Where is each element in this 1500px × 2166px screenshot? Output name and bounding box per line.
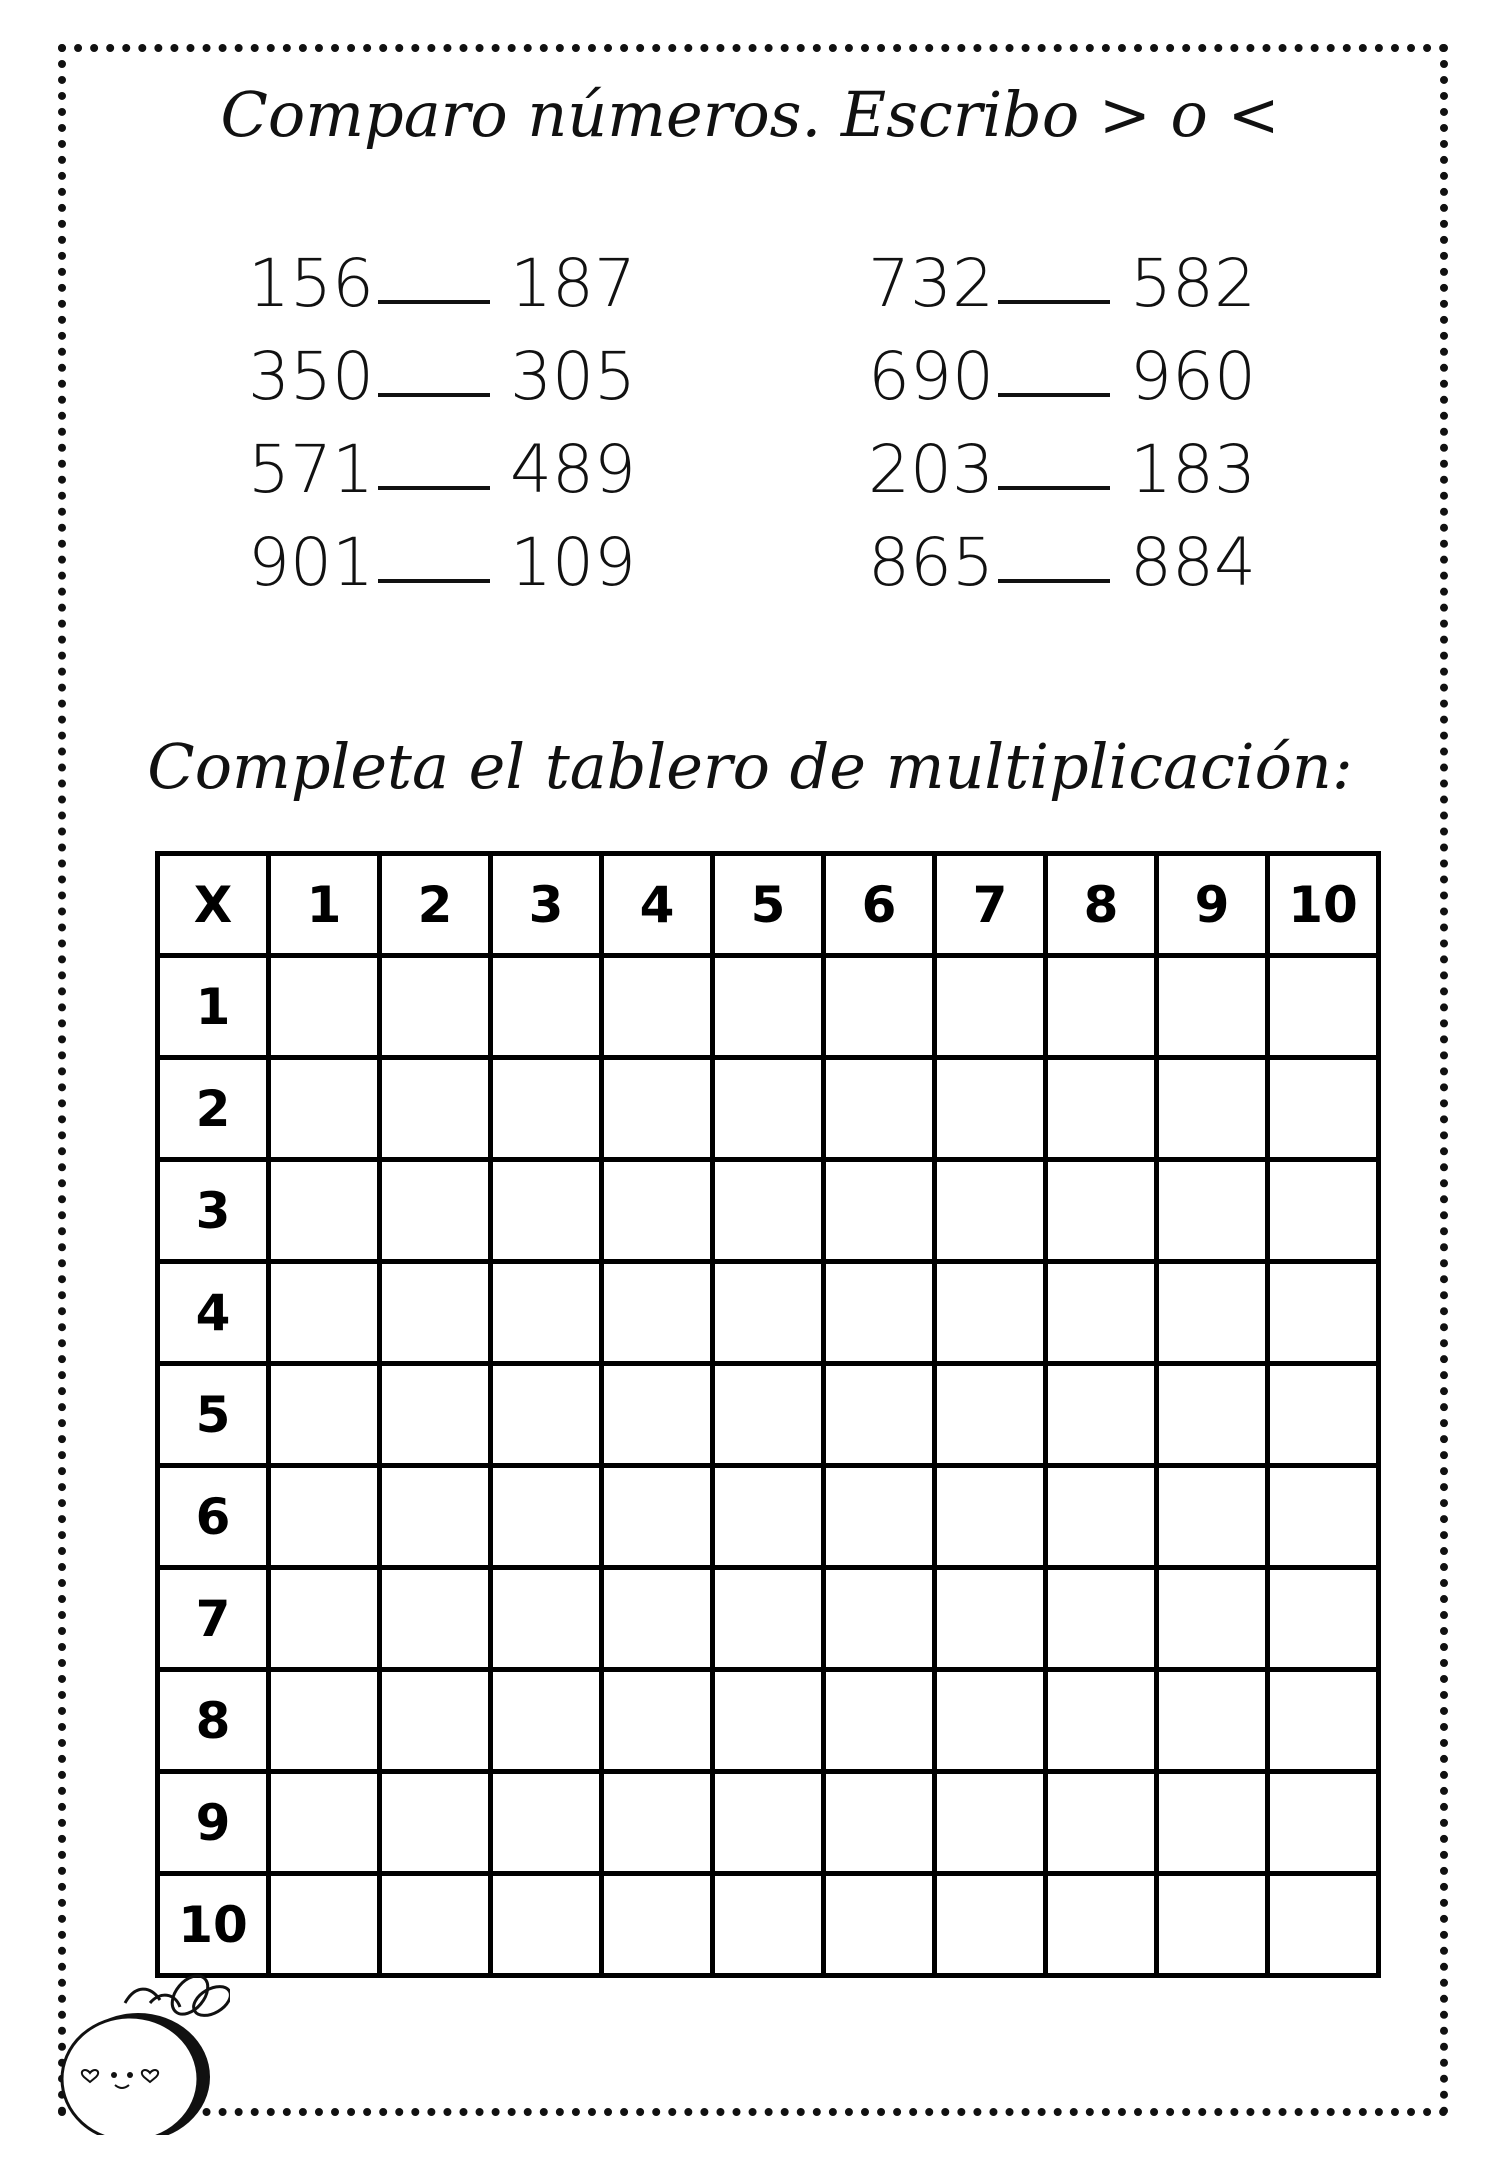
compare-title: Comparo números. Escribo > o < [220, 78, 1280, 151]
table-row [158, 1874, 1379, 1976]
comparison-column-left [248, 245, 636, 617]
answer-cell[interactable] [1157, 1160, 1268, 1262]
answer-cell[interactable] [602, 1364, 713, 1466]
answer-cell[interactable] [1268, 1568, 1379, 1670]
table-row [158, 956, 1379, 1058]
answer-cell[interactable] [1268, 1772, 1379, 1874]
answer-cell[interactable] [1046, 1160, 1157, 1262]
answer-cell[interactable] [491, 1874, 602, 1976]
answer-cell[interactable] [824, 1058, 935, 1160]
answer-cell[interactable] [380, 1772, 491, 1874]
table-row [158, 1262, 1379, 1364]
number-b: 884 [1130, 524, 1256, 601]
answer-cell[interactable] [1268, 1874, 1379, 1976]
number-b: 960 [1130, 338, 1256, 415]
answer-cell[interactable] [491, 1364, 602, 1466]
answer-cell[interactable] [824, 1262, 935, 1364]
answer-cell[interactable] [935, 1262, 1046, 1364]
table-title: Completa el tablero de multiplicación: [147, 730, 1353, 803]
answer-cell[interactable] [269, 1262, 380, 1364]
answer-cell[interactable] [491, 1568, 602, 1670]
answer-blank[interactable] [378, 579, 490, 583]
table-row [158, 1160, 1379, 1262]
answer-blank[interactable] [378, 486, 490, 490]
answer-cell[interactable] [824, 1874, 935, 1976]
answer-cell[interactable] [1268, 1160, 1379, 1262]
answer-cell[interactable] [713, 1466, 824, 1568]
row-header: 1 [158, 956, 269, 1058]
number-a: 156 [248, 245, 374, 322]
answer-cell[interactable] [602, 1160, 713, 1262]
answer-cell[interactable] [824, 956, 935, 1058]
number-a: 865 [868, 524, 994, 601]
comparison-row [868, 245, 1256, 338]
answer-cell[interactable] [380, 1364, 491, 1466]
row-header: 7 [158, 1568, 269, 1670]
column-header: 1 [269, 854, 380, 956]
number-a: 690 [868, 338, 994, 415]
answer-cell[interactable] [1046, 1364, 1157, 1466]
answer-cell[interactable] [1157, 1568, 1268, 1670]
row-header: 3 [158, 1160, 269, 1262]
answer-cell[interactable] [713, 1058, 824, 1160]
answer-cell[interactable] [269, 1364, 380, 1466]
number-b: 109 [510, 524, 636, 601]
multiplication-table [155, 851, 1381, 1978]
answer-cell[interactable] [1046, 1874, 1157, 1976]
bee-icon [30, 1955, 230, 2135]
answer-cell[interactable] [602, 1874, 713, 1976]
answer-cell[interactable] [1157, 1874, 1268, 1976]
answer-cell[interactable] [824, 1670, 935, 1772]
answer-cell[interactable] [935, 1364, 1046, 1466]
table-header-row [158, 854, 1379, 956]
number-a: 203 [868, 431, 994, 508]
answer-cell[interactable] [269, 1160, 380, 1262]
row-header: 4 [158, 1262, 269, 1364]
answer-cell[interactable] [1046, 1058, 1157, 1160]
answer-cell[interactable] [602, 1058, 713, 1160]
answer-cell[interactable] [269, 1670, 380, 1772]
answer-blank[interactable] [378, 393, 490, 397]
answer-cell[interactable] [491, 1772, 602, 1874]
answer-cell[interactable] [491, 1670, 602, 1772]
answer-cell[interactable] [602, 1568, 713, 1670]
answer-cell[interactable] [1268, 1466, 1379, 1568]
table-row [158, 1058, 1379, 1160]
answer-blank[interactable] [378, 300, 490, 304]
answer-cell[interactable] [935, 1058, 1046, 1160]
answer-cell[interactable] [1268, 1262, 1379, 1364]
answer-cell[interactable] [935, 956, 1046, 1058]
column-header: 4 [602, 854, 713, 956]
table-corner-label: X [158, 854, 269, 956]
answer-cell[interactable] [1157, 1466, 1268, 1568]
answer-cell[interactable] [380, 1874, 491, 1976]
answer-cell[interactable] [269, 956, 380, 1058]
number-b: 582 [1130, 245, 1256, 322]
row-header: 6 [158, 1466, 269, 1568]
answer-cell[interactable] [269, 1058, 380, 1160]
answer-cell[interactable] [824, 1568, 935, 1670]
answer-cell[interactable] [935, 1568, 1046, 1670]
answer-cell[interactable] [1268, 956, 1379, 1058]
answer-blank[interactable] [998, 579, 1110, 583]
answer-cell[interactable] [1157, 1058, 1268, 1160]
answer-cell[interactable] [1157, 1670, 1268, 1772]
table-row [158, 1466, 1379, 1568]
answer-cell[interactable] [491, 1160, 602, 1262]
comparison-row [868, 431, 1256, 524]
answer-cell[interactable] [602, 1670, 713, 1772]
column-header: 10 [1268, 854, 1379, 956]
number-b: 305 [510, 338, 636, 415]
answer-cell[interactable] [1046, 956, 1157, 1058]
row-header: 5 [158, 1364, 269, 1466]
row-header: 8 [158, 1670, 269, 1772]
table-row [158, 1670, 1379, 1772]
answer-cell[interactable] [1157, 1262, 1268, 1364]
answer-cell[interactable] [1046, 1568, 1157, 1670]
number-a: 732 [868, 245, 994, 322]
answer-cell[interactable] [491, 1466, 602, 1568]
answer-cell[interactable] [602, 1772, 713, 1874]
answer-cell[interactable] [380, 956, 491, 1058]
answer-cell[interactable] [380, 1058, 491, 1160]
column-header: 2 [380, 854, 491, 956]
answer-cell[interactable] [935, 1160, 1046, 1262]
answer-cell[interactable] [269, 1568, 380, 1670]
answer-cell[interactable] [1157, 956, 1268, 1058]
answer-cell[interactable] [824, 1364, 935, 1466]
answer-blank[interactable] [998, 393, 1110, 397]
answer-cell[interactable] [269, 1874, 380, 1976]
answer-cell[interactable] [1268, 1670, 1379, 1772]
number-a: 350 [248, 338, 374, 415]
answer-cell[interactable] [602, 1466, 713, 1568]
number-b: 183 [1130, 431, 1256, 508]
answer-blank[interactable] [998, 486, 1110, 490]
answer-cell[interactable] [935, 1670, 1046, 1772]
answer-cell[interactable] [935, 1466, 1046, 1568]
answer-cell[interactable] [269, 1466, 380, 1568]
answer-cell[interactable] [713, 1670, 824, 1772]
comparison-row [248, 524, 636, 617]
answer-cell[interactable] [935, 1874, 1046, 1976]
comparison-row [868, 524, 1256, 617]
answer-cell[interactable] [1268, 1364, 1379, 1466]
answer-cell[interactable] [713, 1160, 824, 1262]
number-b: 187 [510, 245, 636, 322]
comparison-row [868, 338, 1256, 431]
number-b: 489 [510, 431, 636, 508]
column-header: 9 [1157, 854, 1268, 956]
column-header: 7 [935, 854, 1046, 956]
answer-cell[interactable] [380, 1466, 491, 1568]
column-header: 3 [491, 854, 602, 956]
answer-cell[interactable] [602, 956, 713, 1058]
answer-cell[interactable] [602, 1262, 713, 1364]
row-header: 10 [158, 1874, 269, 1976]
comparison-row [248, 431, 636, 524]
answer-cell[interactable] [824, 1772, 935, 1874]
number-a: 901 [248, 524, 374, 601]
comparison-row [248, 338, 636, 431]
answer-cell[interactable] [1046, 1262, 1157, 1364]
answer-cell[interactable] [824, 1466, 935, 1568]
answer-cell[interactable] [713, 1364, 824, 1466]
answer-cell[interactable] [491, 956, 602, 1058]
answer-cell[interactable] [713, 1568, 824, 1670]
answer-cell[interactable] [491, 1262, 602, 1364]
answer-cell[interactable] [380, 1670, 491, 1772]
answer-cell[interactable] [935, 1772, 1046, 1874]
answer-cell[interactable] [824, 1160, 935, 1262]
column-header: 5 [713, 854, 824, 956]
table-row [158, 1772, 1379, 1874]
answer-cell[interactable] [380, 1160, 491, 1262]
answer-cell[interactable] [1046, 1772, 1157, 1874]
answer-cell[interactable] [491, 1058, 602, 1160]
answer-cell[interactable] [713, 1874, 824, 1976]
answer-cell[interactable] [380, 1262, 491, 1364]
answer-cell[interactable] [1046, 1466, 1157, 1568]
answer-cell[interactable] [713, 956, 824, 1058]
answer-cell[interactable] [1157, 1772, 1268, 1874]
answer-cell[interactable] [380, 1568, 491, 1670]
row-header: 9 [158, 1772, 269, 1874]
answer-cell[interactable] [269, 1772, 380, 1874]
row-header: 2 [158, 1058, 269, 1160]
column-header: 6 [824, 854, 935, 956]
answer-cell[interactable] [1157, 1364, 1268, 1466]
column-header: 8 [1046, 854, 1157, 956]
table-row [158, 1364, 1379, 1466]
answer-cell[interactable] [1046, 1670, 1157, 1772]
comparison-column-right [868, 245, 1256, 617]
comparison-row [248, 245, 636, 338]
answer-cell[interactable] [713, 1262, 824, 1364]
answer-cell[interactable] [1268, 1058, 1379, 1160]
answer-blank[interactable] [998, 300, 1110, 304]
table-row [158, 1568, 1379, 1670]
number-a: 571 [248, 431, 374, 508]
answer-cell[interactable] [713, 1772, 824, 1874]
